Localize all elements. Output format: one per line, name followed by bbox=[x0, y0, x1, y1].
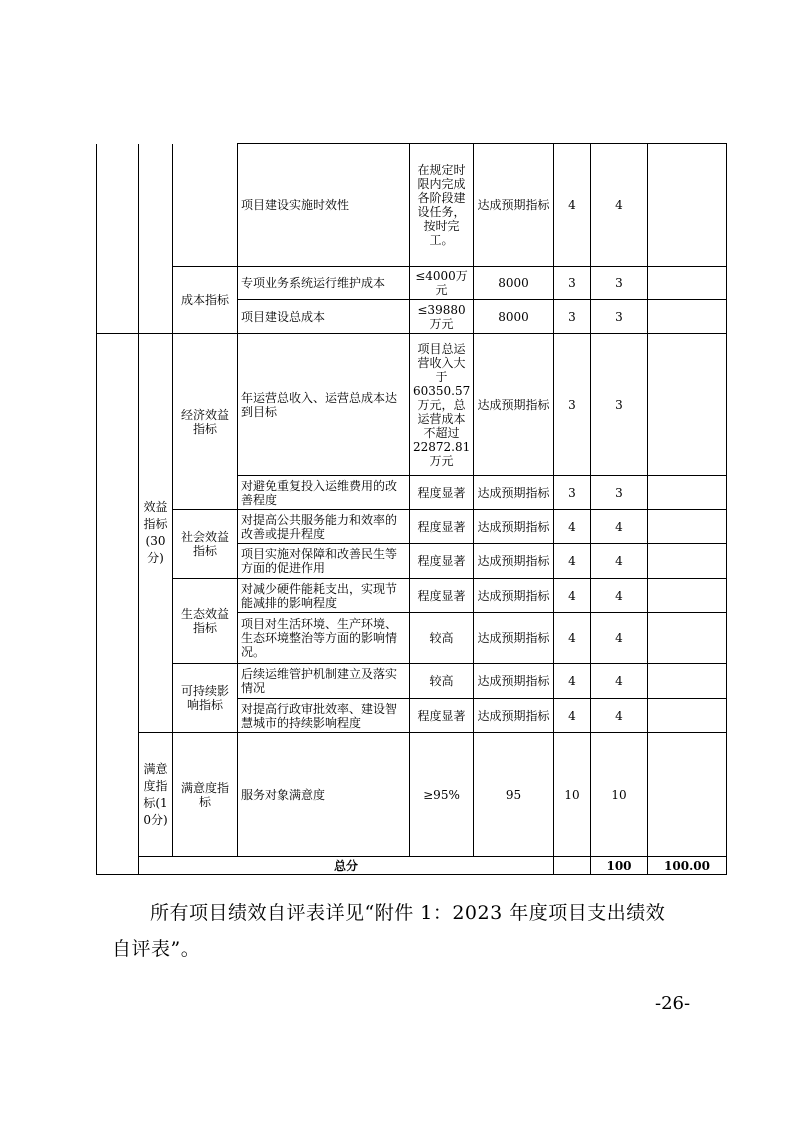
page-number: -26- bbox=[655, 993, 691, 1014]
target-cell: 程度显著 bbox=[410, 544, 474, 579]
score-cell: 4 bbox=[591, 544, 648, 579]
indicator-cell: 服务对象满意度 bbox=[238, 733, 410, 857]
total-weight: 100 bbox=[591, 857, 648, 875]
l3-economic: 经济效益指标 bbox=[173, 334, 238, 510]
total-row bbox=[97, 857, 727, 875]
weight-cell: 4 bbox=[554, 510, 591, 544]
score-cell: 3 bbox=[591, 267, 648, 300]
body-paragraph-line-2: 自评表”。 bbox=[112, 938, 201, 960]
body-paragraph-line-1: 所有项目绩效自评表详见“附件 1：2023 年度项目支出绩效 bbox=[150, 902, 666, 924]
indicator-cell: 对提高公共服务能力和效率的改善或提升程度 bbox=[238, 510, 410, 544]
target-cell: ≤4000万元 bbox=[410, 267, 474, 300]
indicator-cell: 对减少硬件能耗支出，实现节能减排的影响程度 bbox=[238, 579, 410, 613]
target-cell: 较高 bbox=[410, 664, 474, 699]
actual-cell: 达成预期指标 bbox=[474, 510, 554, 544]
actual-cell: 达成预期指标 bbox=[474, 144, 554, 267]
score-cell: 4 bbox=[591, 510, 648, 544]
remark-cell bbox=[648, 267, 727, 300]
l3-cost: 成本指标 bbox=[173, 267, 238, 334]
table-row bbox=[97, 664, 727, 699]
target-cell: 程度显著 bbox=[410, 476, 474, 510]
target-cell: 在规定时限内完成各阶段建设任务，按时完工。 bbox=[410, 144, 474, 267]
weight-cell: 4 bbox=[554, 613, 591, 664]
weight-cell: 3 bbox=[554, 300, 591, 334]
l3-ecological: 生态效益指标 bbox=[173, 579, 238, 664]
actual-cell: 达成预期指标 bbox=[474, 579, 554, 613]
score-cell: 3 bbox=[591, 300, 648, 334]
l3-cell-continued bbox=[173, 144, 238, 267]
weight-cell: 10 bbox=[554, 733, 591, 857]
remark-cell bbox=[648, 699, 727, 733]
weight-cell: 4 bbox=[554, 144, 591, 267]
indicator-cell: 专项业务系统运行维护成本 bbox=[238, 267, 410, 300]
indicator-cell: 项目对生活环境、生产环境、生态环境整治等方面的影响情况。 bbox=[238, 613, 410, 664]
target-cell: 程度显著 bbox=[410, 510, 474, 544]
weight-cell: 4 bbox=[554, 664, 591, 699]
score-cell: 4 bbox=[591, 699, 648, 733]
score-cell: 3 bbox=[591, 476, 648, 510]
l1-cell-continued bbox=[97, 144, 139, 334]
weight-cell: 3 bbox=[554, 334, 591, 476]
actual-cell: 95 bbox=[474, 733, 554, 857]
table-row bbox=[97, 579, 727, 613]
weight-cell: 4 bbox=[554, 699, 591, 733]
score-cell: 4 bbox=[591, 613, 648, 664]
actual-cell: 8000 bbox=[474, 267, 554, 300]
actual-cell: 达成预期指标 bbox=[474, 544, 554, 579]
score-cell: 3 bbox=[591, 334, 648, 476]
remark-cell bbox=[648, 664, 727, 699]
weight-cell: 3 bbox=[554, 267, 591, 300]
target-cell: ≥95% bbox=[410, 733, 474, 857]
weight-cell: 4 bbox=[554, 544, 591, 579]
indicator-cell: 年运营总收入、运营总成本达到目标 bbox=[238, 334, 410, 476]
l3-social: 社会效益指标 bbox=[173, 510, 238, 579]
indicator-cell: 对提高行政审批效率、建设智慧城市的持续影响程度 bbox=[238, 699, 410, 733]
remark-cell bbox=[648, 579, 727, 613]
remark-cell bbox=[648, 334, 727, 476]
actual-cell: 达成预期指标 bbox=[474, 334, 554, 476]
actual-cell: 达成预期指标 bbox=[474, 476, 554, 510]
score-cell: 4 bbox=[591, 664, 648, 699]
performance-table bbox=[96, 143, 727, 875]
indicator-cell: 项目建设总成本 bbox=[238, 300, 410, 334]
indicator-cell: 项目建设实施时效性 bbox=[238, 144, 410, 267]
remark-cell bbox=[648, 733, 727, 857]
actual-cell: 达成预期指标 bbox=[474, 613, 554, 664]
weight-cell: 4 bbox=[554, 579, 591, 613]
target-cell: ≤39880万元 bbox=[410, 300, 474, 334]
target-cell: 较高 bbox=[410, 613, 474, 664]
l1-cell-empty bbox=[97, 334, 139, 875]
score-cell: 4 bbox=[591, 144, 648, 267]
table-row bbox=[97, 144, 727, 267]
table-row bbox=[97, 334, 727, 476]
score-cell: 10 bbox=[591, 733, 648, 857]
actual-cell: 8000 bbox=[474, 300, 554, 334]
total-empty bbox=[554, 857, 591, 875]
table-row bbox=[97, 267, 727, 300]
l2-satisfaction: 满意度指标(10分) bbox=[139, 733, 173, 857]
actual-cell: 达成预期指标 bbox=[474, 699, 554, 733]
target-cell: 程度显著 bbox=[410, 699, 474, 733]
l2-cell-continued bbox=[139, 144, 173, 334]
actual-cell: 达成预期指标 bbox=[474, 664, 554, 699]
remark-cell bbox=[648, 544, 727, 579]
weight-cell: 3 bbox=[554, 476, 591, 510]
score-cell: 4 bbox=[591, 579, 648, 613]
remark-cell bbox=[648, 300, 727, 334]
remark-cell bbox=[648, 613, 727, 664]
indicator-cell: 后续运维管护机制建立及落实情况 bbox=[238, 664, 410, 699]
remark-cell bbox=[648, 144, 727, 267]
l3-sustainable: 可持续影响指标 bbox=[173, 664, 238, 733]
l3-satisfaction: 满意度指标 bbox=[173, 733, 238, 857]
total-label: 总分 bbox=[139, 857, 554, 875]
indicator-cell: 项目实施对保障和改善民生等方面的促进作用 bbox=[238, 544, 410, 579]
remark-cell bbox=[648, 510, 727, 544]
table-row bbox=[97, 733, 727, 857]
l2-benefit: 效益指标(30分) bbox=[139, 334, 173, 733]
table-row bbox=[97, 510, 727, 544]
target-cell: 程度显著 bbox=[410, 579, 474, 613]
total-score: 100.00 bbox=[648, 857, 727, 875]
indicator-cell: 对避免重复投入运维费用的改善程度 bbox=[238, 476, 410, 510]
remark-cell bbox=[648, 476, 727, 510]
target-cell: 项目总运营收入大于60350.57万元，总运营成本不超过22872.81万元 bbox=[410, 334, 474, 476]
